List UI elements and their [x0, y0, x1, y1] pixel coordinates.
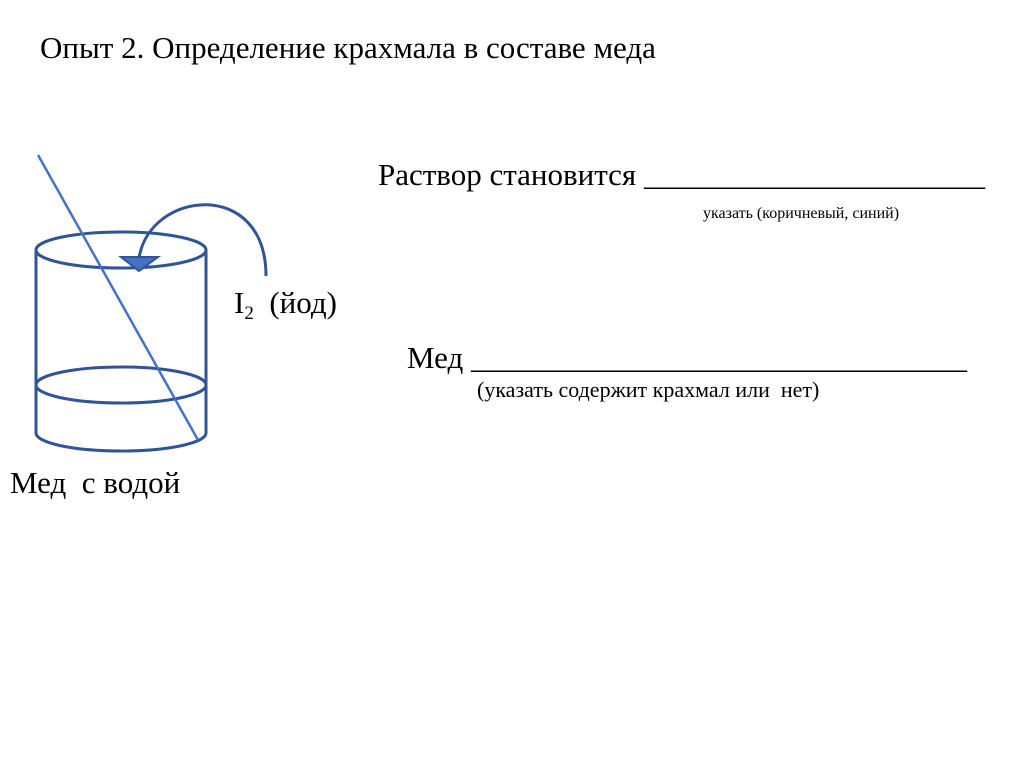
question-honey-label: Мед — [407, 340, 464, 375]
question-solution-color — [378, 157, 985, 193]
iodine-subscript: 2 — [244, 303, 254, 324]
answer-blank-color[interactable]: ______________________ — [643, 157, 985, 192]
answer-blank-starch[interactable]: ________________________________ — [471, 340, 968, 375]
hint-honey-starch-text: (указать содержит крахмал или нет) — [477, 377, 820, 402]
beaker-walls-and-bottom — [36, 250, 206, 451]
beaker-caption — [10, 465, 180, 501]
hint-honey-starch — [477, 377, 819, 403]
question-honey-starch — [407, 340, 967, 376]
iodine-name: (йод) — [269, 285, 337, 320]
beaker-top-rim — [36, 232, 206, 268]
beaker-caption-text: Мед с водой — [10, 465, 181, 500]
liquid-surface — [36, 367, 206, 403]
question-solution-label: Раствор становится — [378, 157, 637, 192]
hint-solution-color: указать (коричневый, синий) — [703, 205, 900, 222]
beaker — [36, 232, 206, 451]
slide-title: Опыт 2. Определение крахмала в составе меда — [40, 30, 656, 65]
iodine-label — [234, 285, 337, 325]
iodine-symbol: I — [234, 285, 245, 320]
